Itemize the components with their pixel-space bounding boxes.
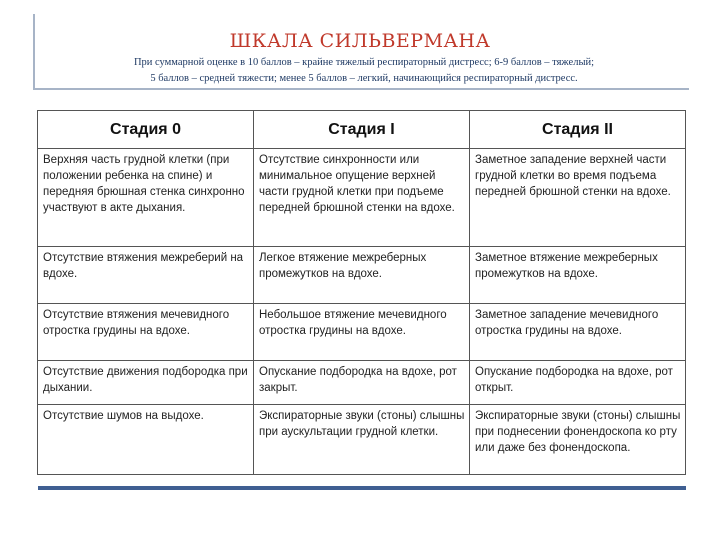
- table-cell: Отсутствие втяжения межреберий на вдохе.: [38, 247, 254, 304]
- header-stage-2: Стадия II: [470, 111, 686, 149]
- scoring-note-line-2: 5 баллов – средней тяжести; менее 5 баллов – легкий, начинающийся респираторный дистресс.: [150, 73, 578, 84]
- header-stage-1: Стадия I: [254, 111, 470, 149]
- table-cell: Опускание подбородка на вдохе, рот закрыт.: [254, 361, 470, 405]
- footer-rule: [38, 486, 686, 490]
- silverman-scale-table: [37, 110, 686, 475]
- scoring-note: [44, 55, 684, 87]
- table-row-chin-movement: [38, 361, 686, 405]
- table-cell: Заметное западение верхней части грудной клетки во время подъема передней брюшной стенки на вдохе.: [470, 149, 686, 247]
- table-cell: Верхняя часть грудной клетки (при положении ребенка на спине) и передняя брюшная стенка синхронно участвуют в акте дыхания.: [38, 149, 254, 247]
- page-title: ШКАЛА СИЛЬВЕРМАНА: [229, 30, 491, 52]
- table-cell: Отсутствие движения подбородка при дыхании.: [38, 361, 254, 405]
- table-cell: Экспираторные звуки (стоны) слышны при поднесении фонендоскопа ко рту или даже без фонендоскопа.: [470, 405, 686, 475]
- left-accent-rule: [33, 14, 35, 90]
- scoring-note-line-1: При суммарной оценке в 10 баллов – крайне тяжелый респираторный дистресс; 6-9 баллов – тяжелый;: [133, 57, 595, 68]
- table-cell: Отсутствие шумов на выдохе.: [38, 405, 254, 475]
- table-cell: Экспираторные звуки (стоны) слышны при аускультации грудной клетки.: [254, 405, 470, 475]
- table-cell: Заметное западение мечевидного отростка грудины на вдохе.: [470, 304, 686, 361]
- table-row-xiphoid-retraction: [38, 304, 686, 361]
- header-stage-0: Стадия 0: [38, 111, 254, 149]
- table-row-expiratory-grunting: [38, 405, 686, 475]
- table-cell: Легкое втяжение межреберных промежутков на вдохе.: [254, 247, 470, 304]
- table-cell: Отсутствие синхронности или минимальное опущение верхней части грудной клетки при подъеме передней брюшной стенки на вдохе.: [254, 149, 470, 247]
- table-cell: Опускание подбородка на вдохе, рот открыт.: [470, 361, 686, 405]
- table-row-chest-movement: [38, 149, 686, 247]
- table-cell: Отсутствие втяжения мечевидного отростка грудины на вдохе.: [38, 304, 254, 361]
- header-divider: [33, 88, 689, 90]
- table-cell: Небольшое втяжение мечевидного отростка грудины на вдохе.: [254, 304, 470, 361]
- table-header-row: [38, 111, 686, 149]
- table-row-intercostal-retraction: [38, 247, 686, 304]
- table-cell: Заметное втяжение межреберных промежутков на вдохе.: [470, 247, 686, 304]
